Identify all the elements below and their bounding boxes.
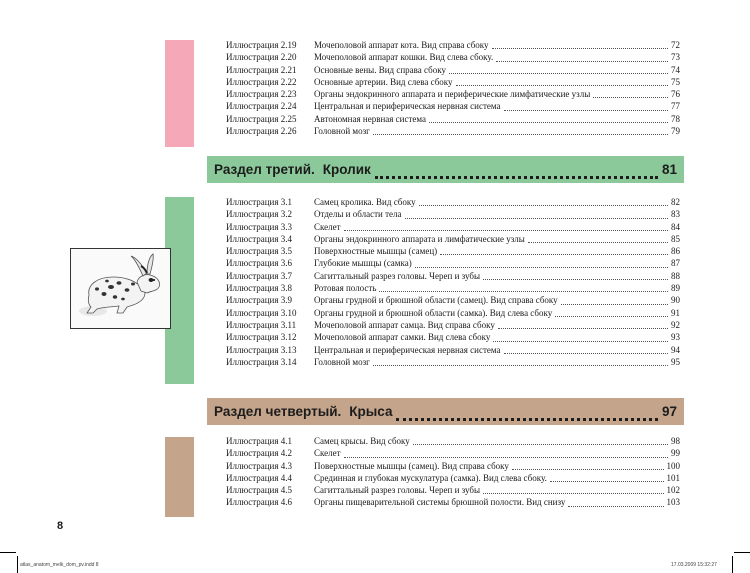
toc-page: 73 [671, 52, 680, 63]
toc-group-rat [226, 435, 680, 509]
toc-label: Иллюстрация 3.12 [226, 332, 297, 343]
leader-dots [528, 242, 668, 243]
toc-page: 101 [666, 472, 680, 483]
toc-row[interactable] [226, 125, 680, 137]
toc-label: Иллюстрация 3.9 [226, 295, 293, 306]
toc-title: Органы грудной и брюшной области (самец). Вид справа сбоку [314, 295, 558, 306]
leader-dots [344, 457, 668, 458]
leader-dots [373, 134, 668, 135]
leader-dots [415, 267, 668, 268]
toc-row[interactable] [226, 100, 680, 112]
leader-dots [512, 469, 664, 470]
toc-title: Органы эндокринного аппарата и периферические лимфатические узлы [314, 89, 591, 100]
toc-title: Сагиттальный разрез головы. Череп и зубы [314, 485, 481, 496]
leader-dots [593, 97, 668, 98]
toc-title: Скелет [314, 221, 341, 232]
toc-title: Сагиттальный разрез головы. Череп и зубы [314, 270, 481, 281]
toc-group-rabbit [226, 196, 680, 368]
toc-title: Мочеполовой аппарат кота. Вид справа сбоку [314, 40, 489, 50]
toc-label: Иллюстрация 3.14 [226, 356, 297, 367]
toc-row[interactable] [226, 435, 680, 447]
toc-page: 78 [671, 113, 680, 124]
date-slug: 17.03.2009 15:32:27 [671, 562, 717, 568]
toc-label: Иллюстрация 3.4 [226, 233, 293, 244]
crop-mark [732, 556, 733, 573]
toc-row[interactable] [226, 460, 680, 472]
toc-row[interactable] [226, 39, 680, 51]
toc-title: Отделы и области тела [314, 209, 402, 220]
leader-dots [555, 316, 668, 317]
toc-row[interactable] [226, 208, 680, 220]
toc-row[interactable] [226, 331, 680, 343]
toc-title: Поверхностные мышцы (самец) [314, 246, 438, 257]
toc-title: Головной мозг [314, 126, 370, 137]
crop-mark [0, 552, 16, 553]
section-prefix: Раздел третий. [214, 162, 315, 177]
toc-label: Иллюстрация 3.5 [226, 246, 293, 257]
toc-row[interactable] [226, 64, 680, 76]
toc-row[interactable] [226, 319, 680, 331]
leader-dots [504, 110, 668, 111]
toc-row[interactable] [226, 233, 680, 245]
toc-row[interactable] [226, 472, 680, 484]
pink-tab [165, 40, 194, 147]
toc-label: Иллюстрация 3.6 [226, 258, 293, 269]
toc-row[interactable] [226, 294, 680, 306]
toc-page: 88 [671, 270, 680, 281]
toc-label: Иллюстрация 4.2 [226, 448, 293, 459]
toc-title: Мочеполовой аппарат кошки. Вид слева сбоку. [314, 52, 494, 63]
toc-row[interactable] [226, 113, 680, 125]
toc-page: 103 [666, 497, 680, 508]
toc-title: Органы грудной и брюшной области (самка). Вид слева сбоку [314, 307, 553, 318]
toc-label: Иллюстрация 2.21 [226, 64, 297, 75]
toc-page: 102 [666, 485, 680, 496]
toc-page: 82 [671, 197, 680, 207]
file-slug: atlas_anatom_melk_dom_pv.indd 8 [20, 562, 99, 568]
leader-dots [373, 365, 668, 366]
toc-label: Иллюстрация 2.26 [226, 126, 297, 137]
toc-row[interactable] [226, 51, 680, 63]
toc-row[interactable] [226, 76, 680, 88]
toc-row[interactable] [226, 221, 680, 233]
leader-dots [550, 481, 664, 482]
toc-label: Иллюстрация 4.3 [226, 460, 293, 471]
toc-row[interactable] [226, 196, 680, 208]
toc-row[interactable] [226, 88, 680, 100]
toc-page: 79 [671, 126, 680, 137]
toc-title: Поверхностные мышцы (самец). Вид справа сбоку [314, 460, 509, 471]
leader-dots [496, 61, 668, 62]
leader-dots [375, 176, 658, 179]
leader-dots [492, 48, 668, 49]
toc-title: Органы эндокринного аппарата и лимфатические узлы [314, 233, 525, 244]
crop-mark [17, 556, 18, 573]
toc-label: Иллюстрация 2.23 [226, 89, 297, 100]
crop-mark [734, 552, 750, 553]
toc-page: 95 [671, 356, 680, 367]
toc-title: Центральная и периферическая нервная система [314, 101, 501, 112]
toc-title: Ротовая полость [314, 283, 377, 294]
toc-page: 83 [671, 209, 680, 220]
toc-row[interactable] [226, 245, 680, 257]
toc-row[interactable] [226, 307, 680, 319]
leader-dots [561, 304, 668, 305]
leader-dots [413, 444, 668, 445]
toc-page: 100 [666, 460, 680, 471]
toc-label: Иллюстрация 3.7 [226, 270, 293, 281]
toc-group-cat [226, 39, 680, 137]
toc-title: Мочеполовой аппарат самки. Вид слева сбоку [314, 332, 491, 343]
leader-dots [504, 353, 668, 354]
toc-page: 87 [671, 258, 680, 269]
toc-page: 86 [671, 246, 680, 257]
rabbit-illustration [70, 248, 171, 329]
section-page: 97 [661, 404, 677, 419]
rabbit-drawing [71, 249, 170, 328]
leader-dots [483, 279, 668, 280]
toc-row[interactable] [226, 496, 680, 508]
toc-title: Центральная и периферическая нервная система [314, 344, 501, 355]
leader-dots [449, 73, 668, 74]
toc-page: 72 [671, 40, 680, 50]
toc-label: Иллюстрация 2.24 [226, 101, 297, 112]
section-page: 81 [661, 162, 677, 177]
toc-title: Самец крысы. Вид сбоку [314, 436, 410, 446]
toc-title: Автономная нервная система [314, 113, 427, 124]
toc-page: 91 [671, 307, 680, 318]
toc-label: Иллюстрация 4.4 [226, 472, 293, 483]
toc-title: Головной мозг [314, 356, 370, 367]
toc-page: 84 [671, 221, 680, 232]
section-name: Крыса [349, 404, 393, 419]
toc-label: Иллюстрация 3.3 [226, 221, 293, 232]
toc-row[interactable] [226, 282, 680, 294]
toc-page: 99 [671, 448, 680, 459]
leader-dots [493, 341, 668, 342]
toc-page: 98 [671, 436, 680, 446]
leader-dots [440, 254, 668, 255]
toc-title: Скелет [314, 448, 341, 459]
leader-dots [498, 328, 668, 329]
section-header-rat[interactable] [207, 398, 684, 425]
section-name: Кролик [322, 162, 371, 177]
leader-dots [483, 493, 663, 494]
toc-title: Мочеполовой аппарат самца. Вид справа сбоку [314, 319, 495, 330]
toc-page: 77 [671, 101, 680, 112]
toc-page: 93 [671, 332, 680, 343]
leader-dots [419, 205, 668, 206]
toc-page: 90 [671, 295, 680, 306]
toc-page: 94 [671, 344, 680, 355]
toc-label: Иллюстрация 3.2 [226, 209, 293, 220]
toc-label: Иллюстрация 3.10 [226, 307, 297, 318]
toc-label: Иллюстрация 3.1 [226, 197, 293, 207]
toc-row[interactable] [226, 484, 680, 496]
toc-label: Иллюстрация 2.19 [226, 40, 297, 50]
section-prefix: Раздел четвертый. [214, 404, 342, 419]
toc-title: Органы пищеварительной системы брюшной полости. Вид снизу [314, 497, 566, 508]
toc-label: Иллюстрация 3.13 [226, 344, 297, 355]
leader-dots [396, 418, 657, 421]
leader-dots [568, 506, 663, 507]
toc-page: 89 [671, 283, 680, 294]
toc-label: Иллюстрация 3.11 [226, 319, 297, 330]
toc-page: 92 [671, 319, 680, 330]
toc-label: Иллюстрация 4.5 [226, 485, 293, 496]
toc-label: Иллюстрация 4.6 [226, 497, 293, 508]
toc-row[interactable] [226, 257, 680, 269]
leader-dots [344, 230, 668, 231]
leader-dots [429, 122, 668, 123]
toc-row[interactable] [226, 270, 680, 282]
toc-title: Глубокие мышцы (самка) [314, 258, 412, 269]
toc-label: Иллюстрация 2.20 [226, 52, 297, 63]
toc-page: 85 [671, 233, 680, 244]
toc-row[interactable] [226, 344, 680, 356]
toc-label: Иллюстрация 2.25 [226, 113, 297, 124]
toc-row[interactable] [226, 356, 680, 368]
toc-page: 76 [671, 89, 680, 100]
leader-dots [456, 85, 668, 86]
toc-title: Самец кролика. Вид сбоку [314, 197, 416, 207]
toc-title: Основные артерии. Вид слева сбоку [314, 76, 453, 87]
toc-label: Иллюстрация 2.22 [226, 76, 297, 87]
page-number: 8 [57, 520, 64, 532]
toc-label: Иллюстрация 3.8 [226, 283, 293, 294]
toc-row[interactable] [226, 447, 680, 459]
toc-page: 74 [671, 64, 680, 75]
toc-title: Срединная и глубокая мускулатура (самка). Вид слева сбоку. [314, 472, 547, 483]
toc-title: Основные вены. Вид справа сбоку [314, 64, 446, 75]
leader-dots [405, 218, 669, 219]
leader-dots [379, 291, 668, 292]
toc-page: 75 [671, 76, 680, 87]
toc-label: Иллюстрация 4.1 [226, 436, 293, 446]
brown-tab [165, 437, 194, 517]
section-header-rabbit[interactable] [207, 156, 684, 183]
